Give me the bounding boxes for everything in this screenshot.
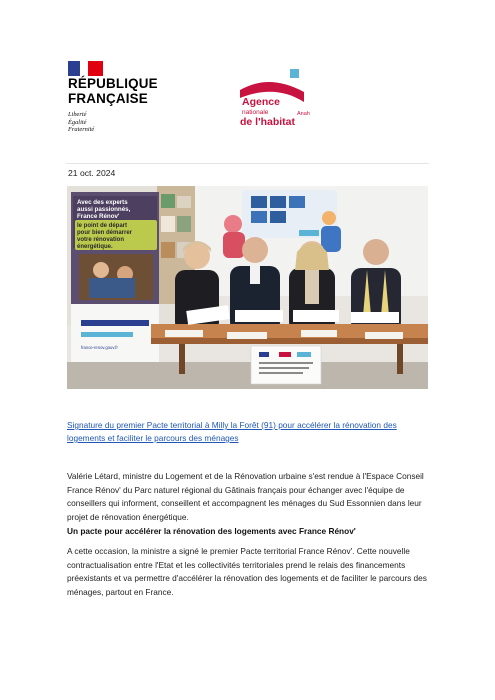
gov-logo-title — [68, 77, 178, 106]
anah-line-agence: Agence — [242, 96, 280, 108]
motto-fraternite: Fraternité — [68, 126, 95, 134]
french-flag-icon — [68, 61, 103, 76]
poster-line-2: aussi passionnés, — [77, 206, 131, 213]
poster-line-5: pour bien démarrer — [77, 230, 133, 236]
gov-title-line2: FRANÇAISE — [68, 90, 148, 106]
anah-line-nationale: nationale — [242, 109, 269, 116]
poster-line-7: énergétique. — [77, 244, 113, 250]
motto-egalite: Égalité — [68, 118, 87, 126]
anah-sub-label: Anah — [297, 111, 310, 117]
article-headline-link[interactable]: Signature du premier Pacte territorial à Milly la Forêt (91) pour accélérer la rénovation des logements et faciliter le parcours des ménages — [67, 420, 397, 443]
anah-blue-square — [290, 69, 299, 78]
gov-motto — [68, 111, 128, 134]
flag-white-band — [80, 61, 88, 76]
article-paragraph-2: A cette occasion, la ministre a signé le premier Pacte territorial France Rénov'. Cette nouvelle contractualisation entre l'Etat et les collectivités territoriales prend le relais des financements préexistants et va permettre d'accélérer la rénovation des logements et de faciliter le parcours des ménages, partout en France. — [67, 546, 427, 597]
header-divider — [66, 163, 429, 164]
motto-liberte: Liberté — [68, 111, 87, 118]
gov-title-line1: RÉPUBLIQUE — [68, 76, 158, 91]
article-date: 21 oct. 2024 — [68, 168, 116, 178]
article-paragraph-1: Valérie Létard, ministre du Logement et de la Rénovation urbaine s'est rendue à l'Espace Conseil France Rénov' du Parc naturel régional du Gâtinais français pour échanger avec l'équipe de conseillers qui informent, conseillent et accompagnent les ménages du Sud Essonnien dans leur projet de rénovation énergétique. — [67, 471, 424, 522]
poster-footer: france-renov.gouv.fr — [81, 345, 118, 350]
flag-blue-band — [68, 61, 80, 76]
anah-line-habitat: de l'habitat — [240, 116, 296, 128]
article-photo — [67, 186, 428, 389]
article-subheading: Un pacte pour accélérer la rénovation des logements avec France Rénov' — [67, 526, 356, 536]
signing-ceremony-image — [67, 186, 428, 389]
poster-line-1: Avec des experts — [77, 199, 128, 206]
poster-line-4: le point de départ — [77, 223, 128, 229]
poster-line-3: France Rénov' — [77, 213, 120, 220]
flag-red-band — [88, 61, 103, 76]
poster-line-6: votre rénovation — [77, 237, 125, 243]
